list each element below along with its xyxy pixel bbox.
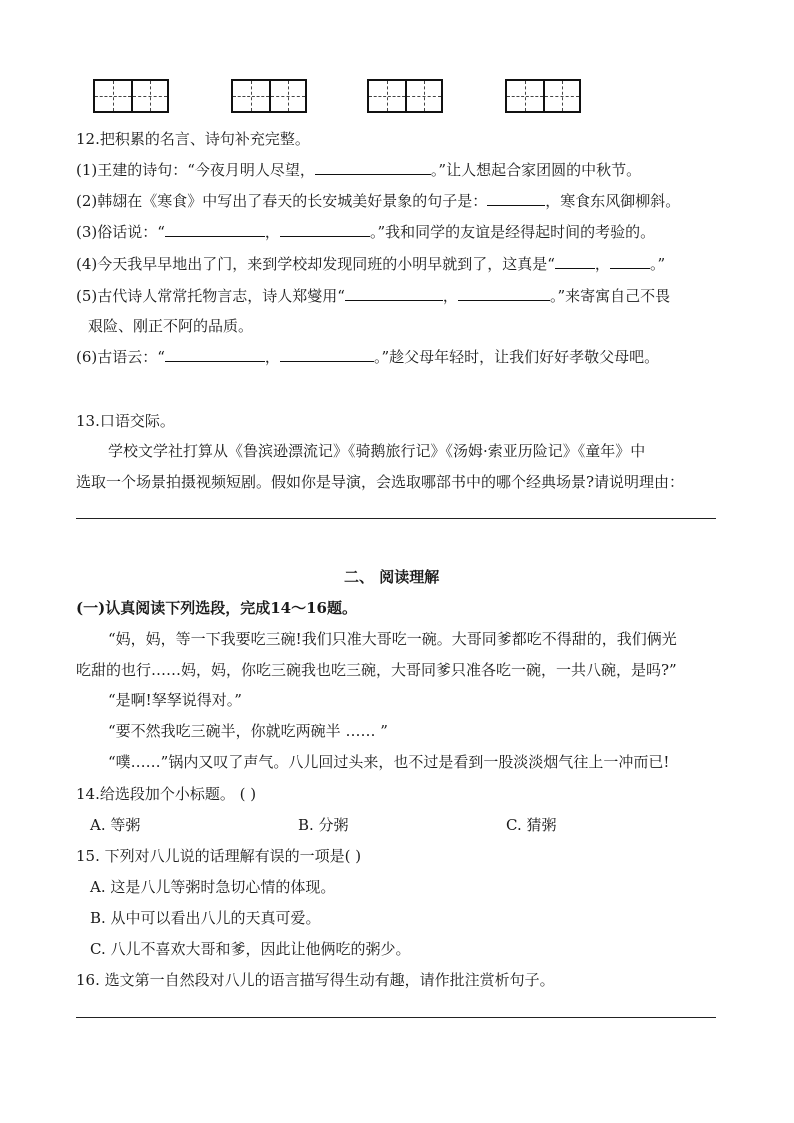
q14-option-c[interactable]: C. 猜粥 — [506, 816, 557, 834]
q12-item-1-tail: 。”让人想起合家团圆的中秋节。 — [430, 161, 642, 179]
q12-item-6 — [76, 346, 659, 367]
passage-line-1: “妈，妈，等一下我要吃三碗!我们只准大哥吃一碗。大哥同爹都吃不得甜的，我们俩光 — [108, 630, 677, 648]
section-2-title: 二、 阅读理解 — [344, 568, 440, 586]
q15-option-b[interactable]: B. 从中可以看出八儿的天真可爱。 — [90, 909, 321, 927]
q12-item-4 — [76, 253, 665, 274]
writing-box-group-3[interactable] — [367, 79, 443, 113]
q12-item-6-sep: ， — [264, 348, 280, 366]
writing-box-group-1[interactable] — [93, 79, 169, 113]
q13-answer-line[interactable] — [76, 518, 716, 519]
writing-cell[interactable] — [507, 81, 543, 111]
q12-item-2 — [76, 190, 680, 211]
q12-item-1-text: (1)王建的诗句：“今夜月明人尽望， — [76, 161, 315, 179]
passage-line-2: 吃甜的也行……妈，妈，你吃三碗我也吃三碗，大哥同爹只准各吃一碗，一共八碗，是吗?” — [76, 661, 677, 679]
q13-title: 13.口语交际。 — [76, 412, 175, 430]
q12-item-3-sep: ， — [264, 223, 280, 241]
q12-item-3 — [76, 221, 655, 242]
q12-item-1 — [76, 159, 641, 180]
q16-title: 16. 选文第一自然段对八儿的语言描写得生动有趣，请作批注赏析句子。 — [76, 971, 555, 989]
q16-answer-line[interactable] — [76, 1017, 716, 1018]
q12-item-4-tail: 。” — [649, 255, 666, 273]
passage-line-5: “噗……”锅内又叹了声气。八儿回过头来，也不过是看到一股淡淡烟气往上一冲而已! — [108, 753, 670, 771]
answer-blank[interactable] — [280, 346, 374, 362]
writing-cell[interactable] — [543, 81, 579, 111]
answer-blank[interactable] — [610, 253, 650, 269]
writing-cell[interactable] — [269, 81, 305, 111]
writing-cell[interactable] — [405, 81, 441, 111]
writing-cell[interactable] — [233, 81, 269, 111]
q12-title: 12.把积累的名言、诗句补充完整。 — [76, 130, 310, 148]
answer-blank[interactable] — [458, 285, 550, 301]
answer-blank[interactable] — [315, 159, 431, 175]
q13-prompt-line-2: 选取一个场景拍摄视频短剧。假如你是导演，会选取哪部书中的哪个经典场景?请说明理由： — [76, 473, 685, 491]
q13-prompt-line-1: 学校文学社打算从《鲁滨逊漂流记》《骑鹅旅行记》《汤姆·索亚历险记》《童年》中 — [108, 442, 646, 460]
q15-option-c[interactable]: C. 八儿不喜欢大哥和爹，因此让他俩吃的粥少。 — [90, 940, 411, 958]
q12-item-6-tail: 。”趁父母年轻时，让我们好好孝敬父母吧。 — [373, 348, 660, 366]
writing-box-group-4[interactable] — [505, 79, 581, 113]
writing-cell[interactable] — [369, 81, 405, 111]
q12-item-5-text: (5)古代诗人常常托物言志，诗人郑燮用“ — [76, 287, 345, 305]
q12-item-3-tail: 。”我和同学的友谊是经得起时间的考验的。 — [369, 223, 656, 241]
q12-item-2-tail: ，寒食东风御柳斜。 — [545, 192, 681, 210]
q15-title: 15. 下列对八儿说的话理解有误的一项是( ) — [76, 847, 362, 865]
q14-option-b[interactable]: B. 分粥 — [298, 816, 349, 834]
writing-box-group-2[interactable] — [231, 79, 307, 113]
q14-option-a[interactable]: A. 等粥 — [90, 816, 141, 834]
answer-blank[interactable] — [165, 346, 265, 362]
writing-cell[interactable] — [95, 81, 131, 111]
q12-item-5 — [76, 285, 670, 306]
q12-item-5-sep: ， — [442, 287, 458, 305]
writing-cell[interactable] — [131, 81, 167, 111]
answer-blank[interactable] — [280, 221, 370, 237]
q14-title: 14.给选段加个小标题。 ( ) — [76, 785, 257, 803]
passage-line-4: “要不然我吃三碗半，你就吃两碗半 …… ” — [108, 722, 388, 740]
answer-blank[interactable] — [487, 190, 545, 206]
answer-blank[interactable] — [165, 221, 265, 237]
q12-item-5-tail: 。”来寄寓自己不畏 — [549, 287, 671, 305]
section-2-part-1-heading: (一)认真阅读下列选段，完成14～16题。 — [76, 599, 357, 617]
answer-blank[interactable] — [345, 285, 443, 301]
answer-blank[interactable] — [555, 253, 595, 269]
passage-line-3: “是啊!孥孥说得对。” — [108, 691, 242, 709]
q12-item-4-text: (4)今天我早早地出了门，来到学校却发现同班的小明早就到了，这真是“ — [76, 255, 555, 273]
q12-item-2-text: (2)韩翃在《寒食》中写出了春天的长安城美好景象的句子是： — [76, 192, 488, 210]
q12-item-6-text: (6)古语云：“ — [76, 348, 165, 366]
q12-item-3-text: (3)俗话说：“ — [76, 223, 165, 241]
q15-option-a[interactable]: A. 这是八儿等粥时急切心情的体现。 — [90, 878, 336, 896]
q12-item-5-continuation: 艰险、刚正不阿的品质。 — [88, 317, 254, 335]
q12-item-4-sep: ， — [594, 255, 610, 273]
